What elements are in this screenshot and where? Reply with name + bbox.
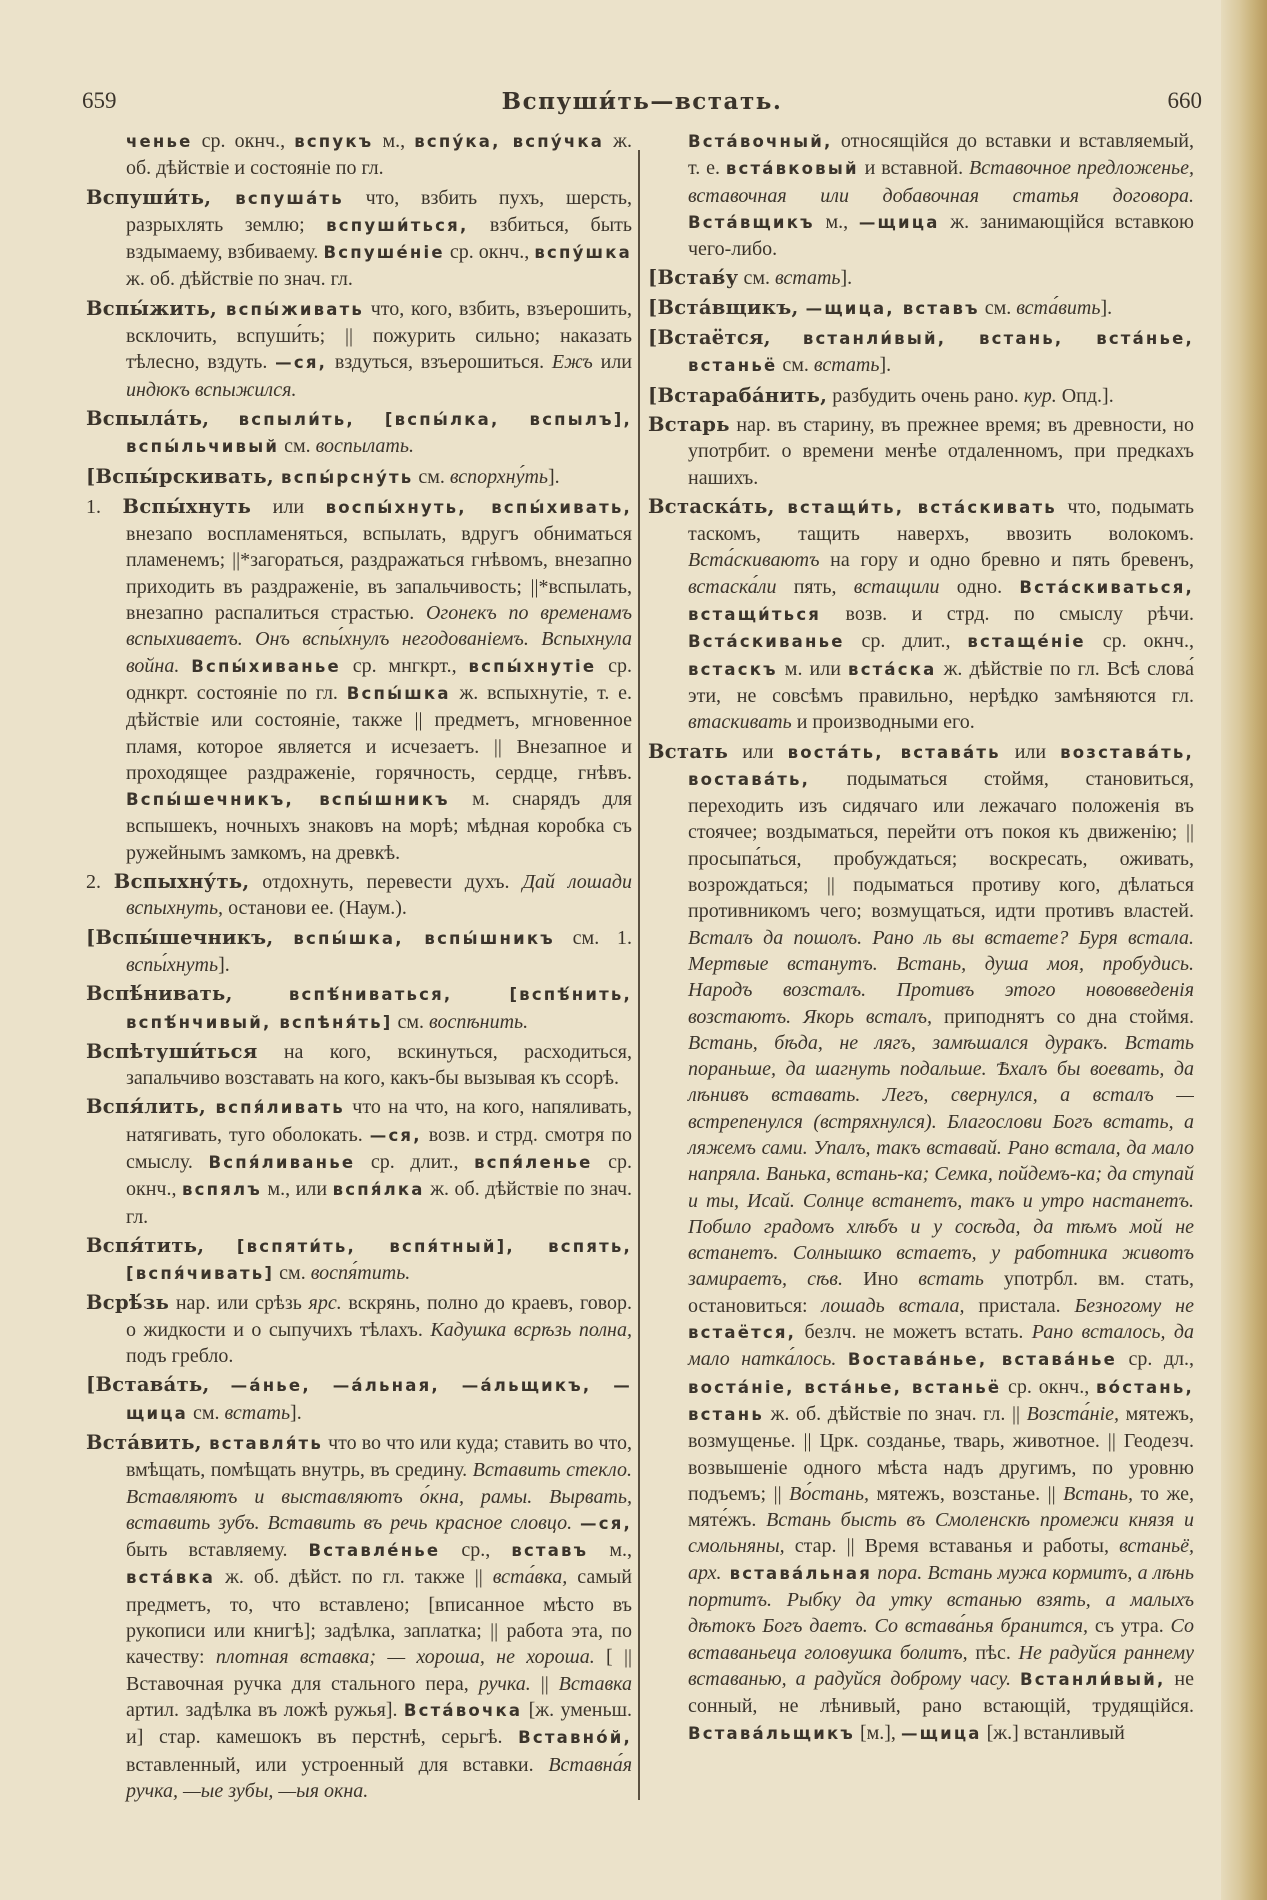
left-page-number: 659 [82,88,117,113]
definition-text: [ж. уменьш. и] стар. камешокъ въ перстнѣ, серьгѣ. [126,1698,632,1749]
right-column [648,128,1194,1828]
dictionary-entry [86,981,632,1036]
definition-text: ср. окнч., [1085,630,1194,653]
definition-text: ср. дл., [1117,1348,1194,1371]
word-form: Вста́скиваться, встащи́ться [688,577,1194,625]
dictionary-entry [86,1233,632,1288]
dictionary-entry [86,1372,632,1427]
definition-text: возв. и стрд. смотря по смыслу. [126,1123,632,1173]
definition-text: м. или [777,657,849,680]
dictionary-entry [86,1094,632,1229]
example-text: встать [774,267,841,290]
dictionary-entry [86,494,632,866]
definition-text: приподнятъ со дна стоймя. [932,1005,1194,1028]
definition-text: или [728,740,788,763]
example-text: Встань бысть въ Смоленскѣ промежи князя и смольняны, [688,1509,1194,1558]
definition-text: ж. об. дѣйствіе по знач. гл. [126,268,353,291]
example-text: Кадушка всрѣзь полна, [430,1318,632,1341]
definition-text: что, взбить пухъ, шерсть, разрыхлять землю; [126,186,632,236]
word-form: вспы́рсну́ть [281,467,414,487]
word-form: вспу́шка [534,243,632,263]
word-form: воста́ть, встава́ть [787,742,1001,762]
word-form: встащи́ть, вста́скивать [787,497,1057,517]
definition-text: разбудить очень рано. [827,384,1024,407]
headword: Вспѣ́нивать, [86,982,289,1006]
definition-text: подъ гребло. [126,1345,234,1368]
definition-text: [ || Вставочная ручка для стального пера, [126,1646,632,1695]
definition-text: м., [373,130,415,152]
word-form: Встанли́вый, [1019,1669,1166,1689]
word-form: встава́льная [721,1563,873,1583]
headword: Встать [648,739,729,763]
word-form: вставля́ть [209,1433,323,1453]
word-form: Вста́вочка [403,1700,523,1720]
word-form: встанли́вый, встань, вста́нье, встаньё [688,329,1194,376]
word-form: Вставно́й, [518,1728,632,1748]
definition-text: ж. об. дѣйствіе по знач. гл. [126,1178,632,1228]
left-column [86,128,632,1828]
definition-text: что на что, на кого, напяливать, натягивать, туго оболокать. [126,1096,632,1146]
example-text: вста́вка, [492,1566,568,1589]
headword: Вста́вить, [86,1430,210,1454]
word-form: вспы́хнутіе [468,656,597,676]
example-text: Вставка [558,1672,632,1695]
definition-text: см. [392,1010,430,1033]
word-form: —ся, [580,1513,632,1533]
definition-text: мятежъ, возстанье. || [868,1482,1064,1505]
definition-text: см. [413,465,450,488]
definition-text: что, подымать таскомъ, тащить наверхъ, ввозить волокомъ. [688,495,1194,546]
word-form: —а́нье, —а́льная, —а́льщикъ, —щица [126,1376,632,1423]
headword: [Встав́у [648,266,739,290]
definition-text: см. [738,267,775,290]
word-form: —ся, [369,1125,422,1145]
example-text: встаска́ли [688,575,777,598]
definition-text: ж. об. дѣйст. по гл. также || [215,1566,493,1589]
example-text: плотная вставка; — хороша, не хороша. [215,1646,595,1669]
example-text: вспорхну́ть [449,465,549,488]
dictionary-entry [86,1430,632,1804]
example-text: втаскивать [688,711,792,734]
word-form: воспы́хнуть, вспы́хивать, [325,497,632,517]
definition-text: ]. [879,354,892,377]
headword: Встаска́ть, [648,494,788,518]
definition-text: м., [814,210,859,233]
word-form: встаще́ніе [967,632,1086,652]
definition-text: ср. окнч., [192,130,295,152]
definition-text: ср. окнч., [444,241,535,264]
dictionary-entry [86,406,632,461]
dictionary-entry [648,412,1194,491]
definition-text: пѣс. [967,1641,1019,1664]
example-text: Возста́ніе, [1026,1402,1120,1425]
dictionary-entry [86,1290,632,1369]
dictionary-entry [648,128,1194,262]
example-text: встаньё, арх. [688,1535,1194,1584]
example-text: встать [224,1401,291,1424]
definition-text: 1. [86,495,123,518]
dictionary-entry [648,265,1194,291]
example-text: пора. Встань мужа кормитъ, а лѣнь портитъ. Рыбку да утку встанью взять, а малыхъ дѣтокъ Богъ даетъ. Со встава́нья бранится, [688,1561,1194,1638]
example-text: Вставить стекло. Вставляютъ и выставляютъ о́кна, рамы. Вырвать, вставить зубъ. Вставить въ речь красное словцо. [126,1459,632,1534]
example-text: Встань, бѣда, не лягъ, замѣшался дуракъ. Встать пораньше, да шагнуть подальше. Ѣхалъ бы воевать, да лѣнивъ вставать. Легъ, свернулся, а всталъ — встрепенулся (встряхнулся). Благослови Богъ встать, а ляжемъ сами. Упалъ, такъ вставай. Рано встала, да мало напряла. Ванька, встань-ка; Семка, пойдемъ-ка; да ступай и ты, Исай. Солнце встанетъ, такъ и утро настанетъ. Побило градомъ хлѣбъ и у сосѣда, да тѣмъ мой не встанетъ. Солнышко встаетъ, у работника животъ замираетъ, сѣв. [688,1031,1194,1291]
definition-text: см. 1. [554,926,632,949]
headword: [Вспы́шечникъ, [86,925,294,949]
definition-text: мятежъ, возмущенье. || Црк. созданье, тварь, животное. || Геодезч. возвышеніе одного мѣста надъ другимъ, по уровню подъемъ; || [688,1402,1194,1505]
example-text: встащили [853,575,940,598]
word-form: Вста́скиванье [688,632,845,652]
definition-text: или [251,495,326,518]
word-form: ченье [126,132,193,151]
definition-text: или [1000,740,1061,763]
definition-text: см. [274,1262,311,1285]
word-form: Вспы́хиванье [191,656,341,676]
dictionary-entry [86,925,632,979]
word-form: воста́ніе, вста́нье, встаньё [688,1377,1002,1397]
definition-text: м., или [261,1178,333,1201]
definition-text: ж. занимающійся вставкою чего-либо. [688,210,1194,261]
definition-text: ]. [548,465,560,488]
definition-text: взбиться, быть вздымаему, взбиваему. [126,213,632,264]
definition-text: м., [588,1539,632,1562]
definition-text: и вставной. [858,157,969,180]
word-form: вспуша́ть [235,188,344,208]
definition-text: ж. об. дѣйствіе по знач. гл. || [763,1402,1027,1425]
definition-text: м. снарядъ для вспышекъ, ночныхъ знаковъ на морѣ; мѣдная коробка съ ружейнымъ замкомъ, на древкѣ. [126,788,632,864]
word-form: вставъ [511,1541,589,1561]
dictionary-entry [86,869,632,922]
word-form: Вставле́нье [308,1541,441,1561]
headword: [Встаётся, [648,326,803,350]
word-form: вспы́живать [225,299,365,319]
example-text: Не радуйся раннему вставанью, а радуйся доброму часу. [688,1641,1194,1690]
example-text: Во́стань, [789,1482,869,1505]
word-form: —щица, вставъ [805,298,980,318]
definition-text: вставленный, или устроенный для вставки. [126,1753,549,1776]
word-form: во́стань, встань [688,1377,1194,1424]
word-form: —щица [900,1723,982,1743]
dictionary-entry [648,739,1194,1747]
word-form: Вспы́шка [346,683,451,703]
definition-text: самый предметъ, то, что вставлено; [вписанное мѣсто въ рукописи или книгѣ]; задѣлка, заплатка; || работа эта, по качеству: [126,1566,632,1669]
definition-text: ср. окнч., [1001,1375,1097,1398]
definition-text: вздуться, взъерошиться. [327,351,552,374]
dictionary-entry [86,185,632,293]
right-page-number: 660 [1167,88,1202,113]
word-form: вста́ска [848,659,937,679]
headword: Вспя́лить, [86,1095,216,1119]
definition-text: ]. [840,267,853,290]
example-text: Со вставаньеца головушка болитъ, [688,1615,1194,1664]
word-form: вспы́шка, вспы́шникъ [293,928,555,948]
example-text: встать [918,1268,984,1291]
definition-text: см. [979,296,1017,319]
headword: [Вспы́рскивать, [86,464,282,488]
definition-text: не сонный, не лѣнивый, рано встающій, трудящійся. [688,1667,1194,1718]
headword: Вспыхну́ть, [113,870,250,894]
headword: [Встараба́нить, [648,383,828,407]
definition-text: или [592,351,632,374]
word-form: вста́вка [126,1568,216,1588]
definition-text: то же, мяте́жъ. [688,1482,1194,1532]
definition-text: возв. и стрд. по смыслу рѣчи. [821,603,1194,626]
headword: Вспы́хнуть [122,494,252,518]
word-form: вста́вковый [725,159,859,179]
definition-text: съ утра. [1088,1615,1171,1638]
dictionary-entry [86,464,632,491]
definition-text: вскрянь, полно до краевъ, говор. о жидкости и о сыпучихъ тѣлахъ. [126,1292,632,1341]
running-title: Вспуши́ть—встать. [501,88,783,115]
definition-text: ср., [440,1539,512,1562]
word-form: Встава́льщикъ [688,1723,855,1743]
definition-text: ж. об. дѣйствіе и состояніе по гл. [126,130,632,180]
definition-text: останови ее. (Наум.). [223,897,407,920]
headword: Вспуши́ть, [86,185,236,209]
page-edge [1221,0,1267,1900]
definition-text: ср. окнч., [126,1150,632,1201]
definition-text: ср. длит., [844,630,968,653]
dictionary-entry [648,494,1194,736]
example-text: кур. [1023,384,1057,407]
example-text: воспѣнить. [429,1010,529,1033]
definition-text: подыматься стоймя, становиться, переходить изъ сидячаго или лежачаго положенія въ стоячее; воздыматься, перейти отъ покоя къ движенію; || просыпа́ться, пробуждаться; воскресать, оживать, возрождаться; || подыматься противу кого, дѣлаться противникомъ чего; возмущаться, идти противъ властей. [688,767,1194,923]
definition-text: ]. [1100,296,1113,319]
definition-text: ]. [290,1401,302,1424]
dictionary-entry [648,295,1194,322]
definition-text: ж. вспыхнутіе, т. е. дѣйствіе или состояніе, также || предметъ, мгновенное пламя, которое является и исчезаетъ. || Внезапное и проходящее раздраженіе, горячность, сердце, гнѣвъ. [126,681,632,784]
headword: [Вста́вщикъ, [648,295,806,319]
definition-text: нар. въ старину, въ прежнее время; въ древности, но употрбит. о времени менѣе отдаленномъ, при предкахъ нашихъ. [688,413,1194,489]
definition-text: внезапо воспламеняться, вспылать, вдругъ обниматься пламенемъ; ||*загораться, раздражаться гнѣвомъ, внезапно приходить въ раздраженіе, въ запальчивость; ||*вспылать, внезапно распалиться страстью. [126,523,632,625]
example-text: Рано всталось, да мало натка́лось. [688,1321,1194,1371]
definition-text: см. [279,435,316,458]
definition-text: ср. однкрт. состояніе по гл. [126,654,632,704]
headword: Вспя́тить, [86,1233,237,1257]
definition-text: || [530,1672,559,1695]
definition-text: Ино [842,1268,919,1291]
headword: Вспы́жить, [86,296,226,320]
definition-text: нар. или срѣзь [169,1292,309,1315]
example-text: лошадь встала, [821,1294,965,1317]
definition-text: что во что или куда; ставить во что, вмѣщать, помѣщать внутрь, въ средину. [126,1431,632,1482]
word-form: вспу́ка, вспу́чка [414,132,605,151]
headword: Вспыла́ть, [86,406,239,430]
definition-text: Опд.]. [1056,384,1114,407]
dictionary-entry [648,383,1194,409]
example-text: воспылать. [315,435,414,458]
definition-text: отдохнуть, перевести духъ. [249,871,523,894]
word-form: вспя́лка [332,1180,425,1200]
example-text: Дай лошади вспыхнуть, [126,871,632,920]
definition-text: см. [777,354,814,377]
definition-text: быть вставляему. [126,1539,309,1562]
example-text: Безногому не [1074,1294,1194,1317]
word-form: —щица [858,212,940,232]
word-form: вспя́ливать [215,1098,345,1118]
example-text: Всталъ да пошолъ. Рано ль вы встаете? Буря встала. Мертвые встанутъ. Встань, душа моя, пробудись. Народъ возсталъ. Противъ этого нововведенія возстаютъ. Якорь всталъ, [688,926,1194,1028]
definition-text: на гору и одно бревно и пять бревенъ, [819,549,1194,572]
word-form: вспѣ́ниваться, [вспѣ́нить, вспѣ́нчивый, вспѣня́ть] [126,985,632,1032]
word-form: Вспы́шечникъ, вспы́шникъ [126,790,450,810]
example-text: Вста́скиваютъ [688,549,820,572]
definition-text: стар. || Время вставанья и работы, [784,1535,1120,1558]
example-text: вспы́хнуть [126,953,219,976]
definition-text: см. [187,1401,225,1424]
definition-text: 2. [86,871,114,894]
definition-text: на кого, вскинуться, расходиться, запальчиво возставать на кого, какъ-бы вызывая къ ссорѣ. [126,1040,632,1090]
word-form: —ся, [275,353,328,373]
definition-text: что, кого, взбить, взъерошить, всклочить, вспуши́ть; || пожурить сильно; наказать тѣлесно, вздуть. [126,297,632,374]
definition-text: [м.], [854,1721,901,1744]
example-text: Вставна́я ручка, —ые зубы, —ыя окна. [126,1753,632,1802]
example-text: ярс. [308,1292,342,1315]
example-text: ручка. [478,1672,531,1695]
headword: [Встава́ть, [86,1373,231,1397]
example-text: Ежъ [551,351,593,374]
definition-text: пять, [776,575,854,598]
dictionary-entry [648,325,1194,380]
definition-text: относящійся до вставки и вставляемый, т. е. [688,130,1194,180]
example-text: индюкъ вспыжился. [126,378,297,401]
page-header [82,88,1202,124]
headword: Вспѣтуши́ться [86,1039,258,1063]
example-text: встать [813,354,880,377]
definition-text: ]. [218,953,230,976]
word-form: Вста́вочный, [688,132,833,151]
column-divider [638,150,640,1800]
dictionary-entry [86,296,632,403]
definition-text: ср. длит., [355,1150,475,1173]
word-form: Вста́вщикъ [688,212,815,232]
word-form: встаскъ [688,659,778,679]
headword: Всрѣ́зь [86,1291,170,1315]
example-text: Огонекъ по временамъ вспыхиваетъ. Онъ вспы́хнулъ негодованіемъ. Вспыхнула война. [126,602,632,677]
word-form: Вспуше́ніе [323,243,445,263]
word-form: вспялъ [182,1180,262,1200]
word-form: вспя́ленье [474,1152,593,1172]
word-form: вспыли́ть, [вспы́лка, вспылъ], вспы́льчивый [126,409,632,457]
word-form: вспуши́ться, [326,215,469,235]
definition-text: ср. мнгкрт., [340,654,469,677]
word-form: встаётся, [688,1323,797,1343]
example-text: вста́вить [1016,296,1101,319]
definition-text: употрбл. вм. стать, остановиться: [688,1268,1194,1317]
word-form: возстава́ть, востава́ть, [688,742,1194,789]
dictionary-entry [86,1039,632,1092]
definition-text: одно. [939,575,1020,598]
headword: Встарь [648,412,730,436]
example-text: воспя́тить. [310,1262,411,1285]
definition-text: ж. дѣйствіе по гл. Всѣ слова́ эти, не совсѣмъ правильно, нерѣдко замѣняются гл. [688,657,1194,707]
word-form: Востава́нье, встава́нье [847,1350,1118,1370]
example-text: Вставочное предложенье, вставочная или добавочная статья договора. [688,157,1194,207]
definition-text: артил. задѣлка въ ложѣ ружья]. [126,1698,404,1721]
dictionary-entry [86,128,632,182]
word-form: Вспя́ливанье [208,1152,356,1172]
definition-text: [ж.] встанливый [981,1721,1125,1744]
definition-text: пристала. [964,1294,1075,1317]
example-text: Встань, [1063,1482,1133,1505]
definition-text: безлч. не можетъ встать. [796,1321,1032,1344]
definition-text: и производными его. [791,711,975,734]
word-form: [вспяти́ть, вспя́тный], вспять, [вспя́чивать] [126,1236,632,1284]
word-form: вспукъ [294,132,374,151]
